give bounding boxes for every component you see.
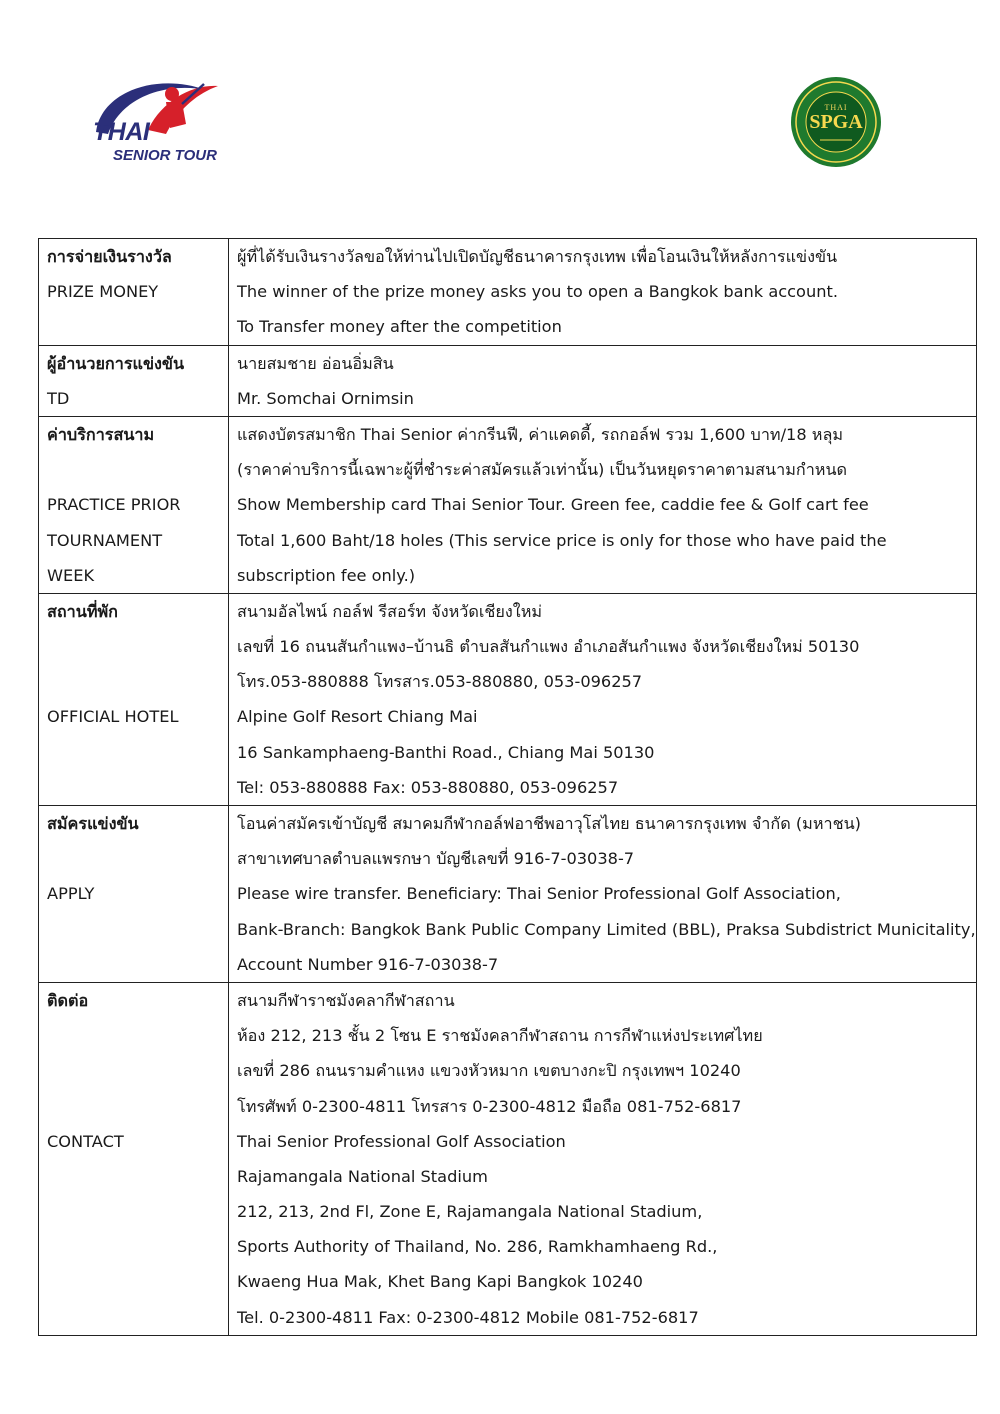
row-label-line: [39, 735, 228, 770]
row-value-line: สาขาเทศบาลตำบลแพรกษา บัญชีเลขที่ 916-7-03038-7: [237, 849, 635, 869]
row-label-line: WEEK: [47, 565, 95, 585]
row-value-line: (ราคาค่าบริการนี้เฉพาะผู้ที่ชำระค่าสมัครแล้วเท่านั้น) เป็นวันหยุดราคาตามสนามกำหนด: [237, 460, 848, 480]
row-value-line: Show Membership card Thai Senior Tour. Green fee, caddie fee & Golf cart fee: [237, 495, 869, 515]
row-label-line: [39, 770, 228, 805]
row-value-line: นายสมชาย อ่อนอิ่มสิน: [237, 353, 394, 373]
row-label-line: [39, 664, 228, 699]
row-label-line: [39, 912, 228, 947]
row-value-cell: [229, 982, 977, 1335]
row-label-line: [39, 1053, 228, 1088]
row-label-line: [39, 947, 228, 982]
row-value-line: Total 1,600 Baht/18 holes (This service price is only for those who have paid the: [237, 530, 887, 550]
row-label-cell: [39, 593, 229, 805]
row-value-line: Tel: 053-880888 Fax: 053-880880, 053-096257: [237, 777, 619, 797]
info-row-contact: [39, 982, 977, 1335]
logo-text-senior-tour: SENIOR TOUR: [113, 147, 217, 164]
row-label-line: TD: [47, 388, 70, 408]
row-label-line: OFFICIAL HOTEL: [47, 707, 179, 727]
row-value-line: Alpine Golf Resort Chiang Mai: [237, 707, 478, 727]
row-value-line: subscription fee only.): [237, 565, 416, 585]
info-row-td: [39, 345, 977, 416]
row-label-line: [39, 629, 228, 664]
row-value-line: เลขที่ 16 ถนนสันกำแพง–บ้านธิ ตำบลสันกำแพง อำเภอสันกำแพง จังหวัดเชียงใหม่ 50130: [237, 637, 860, 657]
tournament-info-table: [38, 238, 977, 1336]
row-value-line: 212, 213, 2nd Fl, Zone E, Rajamangala National Stadium,: [237, 1202, 703, 1222]
row-label-cell: [39, 239, 229, 346]
row-value-line: Rajamangala National Stadium: [237, 1166, 488, 1186]
row-label-cell: [39, 806, 229, 983]
row-value-cell: [229, 416, 977, 593]
row-label-line: [39, 1089, 228, 1124]
row-label-line: [39, 841, 228, 876]
row-value-cell: [229, 806, 977, 983]
row-value-cell: [229, 239, 977, 346]
seal-text-thai: THAI: [824, 103, 848, 112]
row-label-line: CONTACT: [47, 1131, 124, 1151]
row-label-line: TOURNAMENT: [47, 530, 163, 550]
row-label-line: [39, 1264, 228, 1299]
row-label-line: PRACTICE PRIOR: [47, 495, 181, 515]
row-value-line: โอนค่าสมัครเข้าบัญชี สมาคมกีฬากอล์ฟอาชีพอาวุโสไทย ธนาคารกรุงเทพ จำกัด (มหาชน): [237, 814, 861, 833]
row-value-line: Thai Senior Professional Golf Association: [237, 1131, 566, 1151]
row-label-line: PRIZE MONEY: [47, 282, 159, 302]
row-label-cell: [39, 345, 229, 416]
row-label-line: [39, 1229, 228, 1264]
row-label-thai: การจ่ายเงินรางวัล: [47, 247, 172, 266]
row-value-line: Please wire transfer. Beneficiary: Thai Senior Professional Golf Association,: [237, 884, 841, 904]
row-value-line: สนามกีฬาราชมังคลากีฬาสถาน: [237, 990, 455, 1010]
logo-text-thai: THAI: [93, 118, 150, 146]
info-row-official-hotel: [39, 593, 977, 805]
seal-text-spga: SPGA: [809, 111, 863, 133]
row-value-cell: [229, 345, 977, 416]
row-label-line: [39, 309, 228, 344]
row-label-cell: [39, 416, 229, 593]
row-value-line: โทรศัพท์ 0-2300-4811 โทรสาร 0-2300-4812 มือถือ 081-752-6817: [237, 1096, 742, 1116]
row-label-line: [39, 452, 228, 487]
info-row-practice-prior: [39, 416, 977, 593]
row-value-line: สนามอัลไพน์ กอล์ฟ รีสอร์ท จังหวัดเชียงใหม่: [237, 601, 543, 621]
row-label-line: APPLY: [47, 884, 95, 904]
row-value-line: To Transfer money after the competition: [237, 317, 562, 337]
row-label-thai: สมัครแข่งขัน: [47, 814, 139, 833]
info-row-apply: [39, 806, 977, 983]
row-label-thai: ติดต่อ: [47, 990, 89, 1010]
row-label-line: [39, 1194, 228, 1229]
row-value-line: Bank-Branch: Bangkok Bank Public Company Limited (BBL), Praksa Subdistrict Municitality,: [237, 919, 976, 939]
row-value-line: Tel. 0-2300-4811 Fax: 0-2300-4812 Mobile 081-752-6817: [237, 1307, 699, 1327]
thai-spga-seal-logo: [790, 76, 882, 168]
row-label-cell: [39, 982, 229, 1335]
row-value-line: เลขที่ 286 ถนนรามคำแหง แขวงหัวหมาก เขตบางกะปิ กรุงเทพฯ 10240: [237, 1061, 741, 1081]
row-label-thai: สถานที่พัก: [47, 601, 118, 621]
row-value-line: Mr. Somchai Ornimsin: [237, 388, 414, 408]
row-value-line: Kwaeng Hua Mak, Khet Bang Kapi Bangkok 10240: [237, 1272, 643, 1292]
row-label-line: [39, 1300, 228, 1335]
row-value-line: โทร.053-880888 โทรสาร.053-880880, 053-096257: [237, 672, 643, 692]
row-label-thai: ค่าบริการสนาม: [47, 424, 155, 444]
row-value-line: Sports Authority of Thailand, No. 286, Ramkhamhaeng Rd.,: [237, 1237, 718, 1257]
row-value-line: ห้อง 212, 213 ชั้น 2 โซน E ราชมังคลากีฬาสถาน การกีฬาแห่งประเทศไทย: [237, 1026, 763, 1046]
row-label-thai: ผู้อำนวยการแข่งขัน: [47, 353, 185, 373]
info-row-prize-money: [39, 239, 977, 346]
row-value-line: The winner of the prize money asks you to open a Bangkok bank account.: [237, 282, 838, 302]
row-value-line: ผู้ที่ได้รับเงินรางวัลขอให้ท่านไปเปิดบัญชีธนาคารกรุงเทพ เพื่อโอนเงินให้หลังการแข่งขัน: [237, 247, 838, 266]
row-value-line: 16 Sankamphaeng-Banthi Road., Chiang Mai 50130: [237, 742, 655, 762]
row-label-line: [39, 1159, 228, 1194]
row-value-line: Account Number 916-7-03038-7: [237, 954, 499, 974]
row-value-cell: [229, 593, 977, 805]
row-label-line: [39, 1018, 228, 1053]
row-value-line: แสดงบัตรสมาชิก Thai Senior ค่ากรีนฟี, ค่าแคดดี้, รถกอล์ฟ รวม 1,600 บาท/18 หลุม: [237, 424, 844, 444]
thai-senior-tour-logo: [86, 72, 236, 172]
